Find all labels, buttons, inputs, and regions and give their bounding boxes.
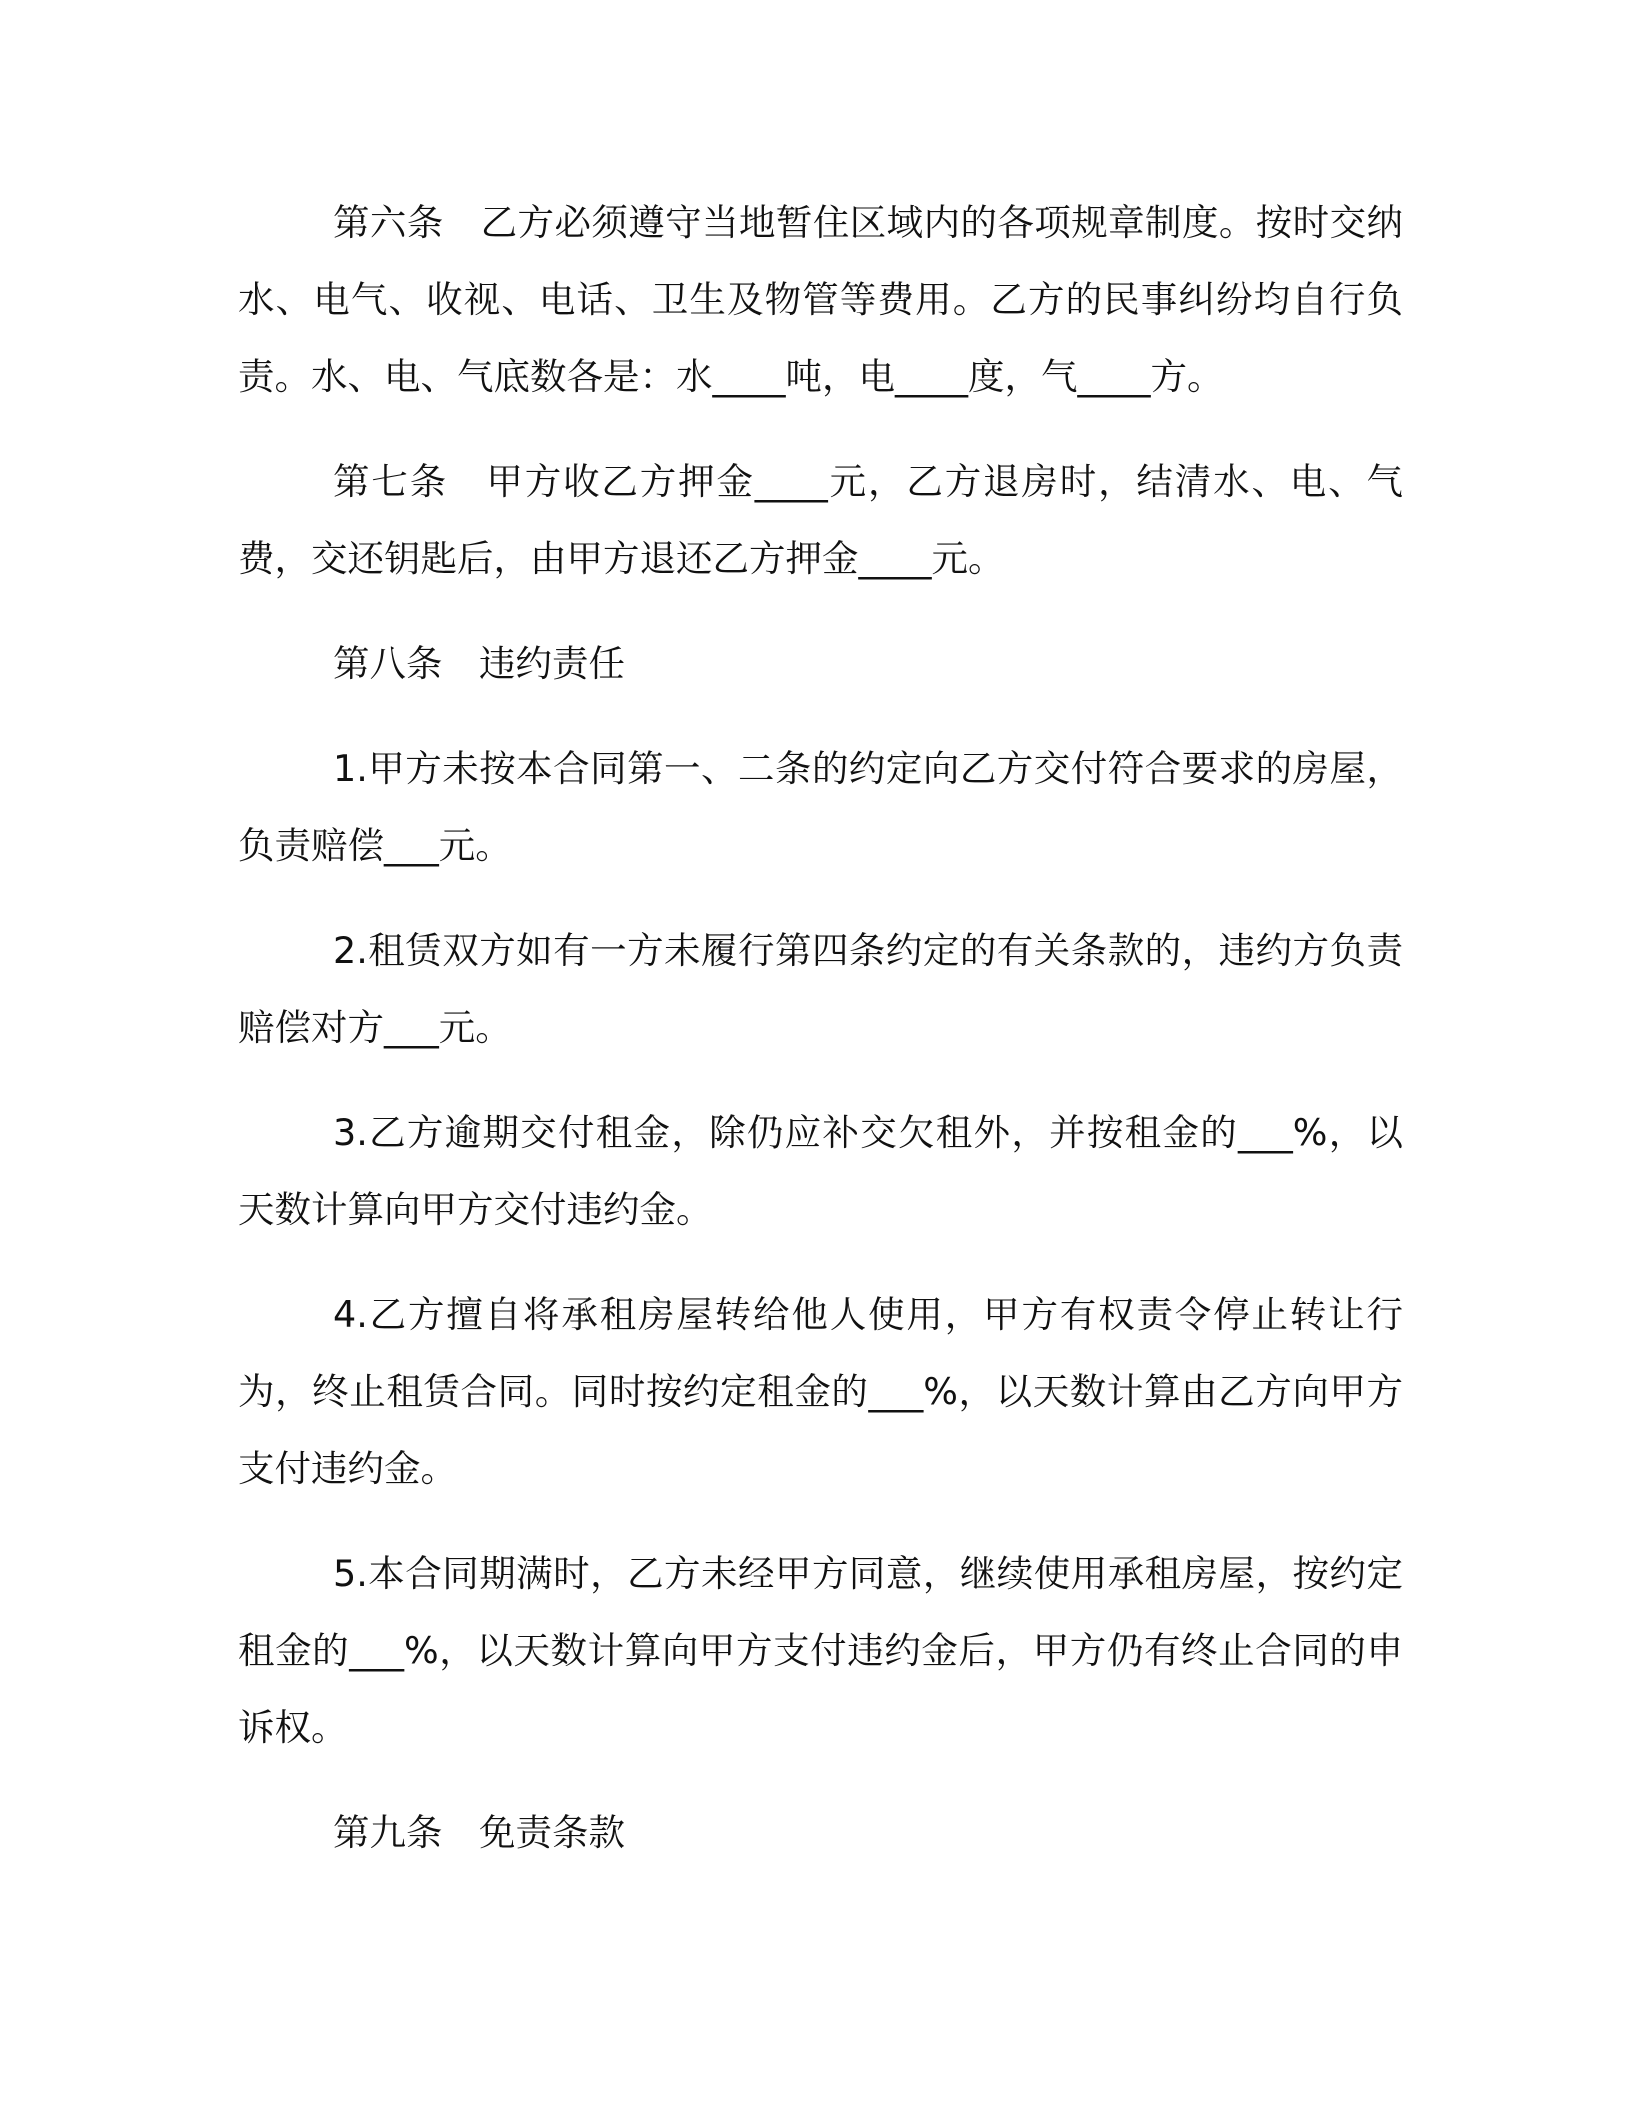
article-8-heading: 第八条 违约责任 [333,642,625,685]
article-9-heading: 第九条 免责条款 [333,1811,625,1854]
article-7-paragraph: 第七条 甲方收乙方押金____元，乙方退房时，结清水、电、气费，交还钥匙后，由甲方退还乙方押金____元。 [238,460,1403,580]
article-8-clause-4: 4.乙方擅自将承租房屋转给他人使用，甲方有权责令停止转让行为，终止租赁合同。同时按约定租金的___%，以天数计算由乙方向甲方支付违约金。 [238,1293,1403,1490]
article-6-paragraph: 第六条 乙方必须遵守当地暂住区域内的各项规章制度。按时交纳水、电气、收视、电话、卫生及物管等费用。乙方的民事纠纷均自行负责。水、电、气底数各是：水____吨，电____度，气____方。 [238,201,1403,398]
article-8-clause-2: 2.租赁双方如有一方未履行第四条约定的有关条款的，违约方负责赔偿对方___元。 [238,929,1403,1049]
article-8-clause-3: 3.乙方逾期交付租金，除仍应补交欠租外，并按租金的___%，以天数计算向甲方交付违约金。 [238,1111,1403,1231]
article-8-clause-5: 5.本合同期满时，乙方未经甲方同意，继续使用承租房屋，按约定租金的___%，以天数计算向甲方支付违约金后，甲方仍有终止合同的申诉权。 [238,1552,1403,1749]
document-body [238,184,1403,1899]
article-8-clause-1: 1.甲方未按本合同第一、二条的约定向乙方交付符合要求的房屋，负责赔偿___元。 [238,747,1403,867]
